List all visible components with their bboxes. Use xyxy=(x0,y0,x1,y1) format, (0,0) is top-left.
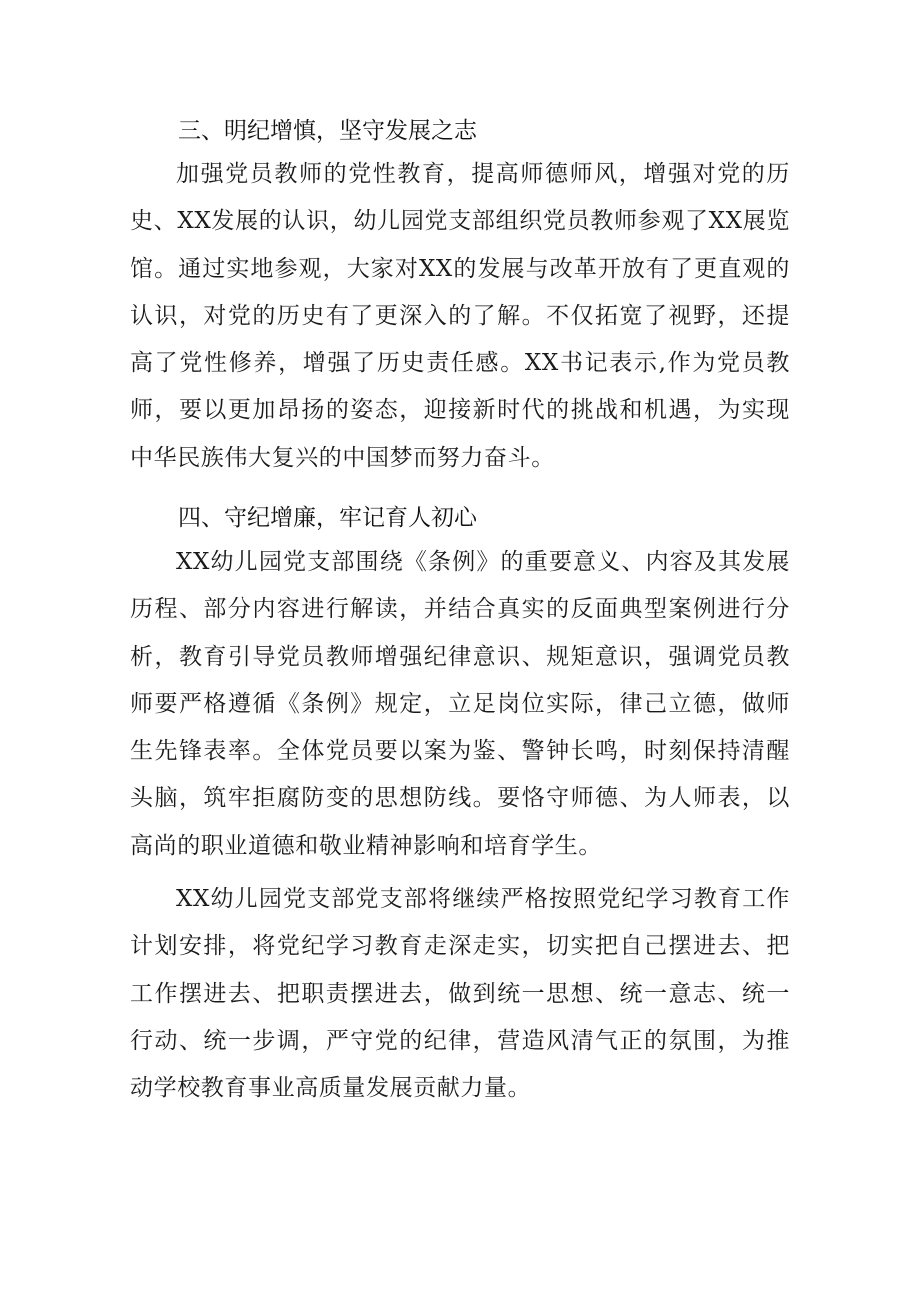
section-3-heading: 三、明纪增慎，坚守发展之志 xyxy=(178,118,477,144)
section-3-paragraph: 加强党员教师的党性教育，提高师德师风，增强对党的历史、XX发展的认识，幼儿园党支部组织党员教师参观了XX展览馆。通过实地参观，大家对XX的发展与改革开放有了更直观的认识，对党的历史有了更深入的了解。不仅拓宽了视野，还提高了党性修养，增强了历史责任感。XX书记表示,作为党员教师，要以更加昂扬的姿态，迎接新时代的挑战和机遇，为实现中华民族伟大复兴的中国梦而努力奋斗。 xyxy=(130,161,790,471)
section-4-heading: 四、守纪增廉，牢记育人初心 xyxy=(178,505,477,531)
section-4-paragraph: XX幼儿园党支部围绕《条例》的重要意义、内容及其发展历程、部分内容进行解读，并结合真实的反面典型案例进行分析，教育引导党员教师增强纪律意识、规矩意识，强调党员教师要严格遵循《条例》规定，立足岗位实际，律己立德，做师生先锋表率。全体党员要以案为鉴、警钟长鸣，时刻保持清醒头脑，筑牢拒腐防变的思想防线。要恪守师德、为人师表，以高尚的职业道德和敬业精神影响和培育学生。 xyxy=(130,549,790,859)
closing-paragraph: XX幼儿园党支部党支部将继续严格按照党纪学习教育工作计划安排，将党纪学习教育走深走实，切实把自己摆进去、把工作摆进去、把职责摆进去，做到统一思想、统一意志、统一行动、统一步调，严守党的纪律，营造风清气正的氛围，为推动学校教育事业高质量发展贡献力量。 xyxy=(130,886,790,1102)
